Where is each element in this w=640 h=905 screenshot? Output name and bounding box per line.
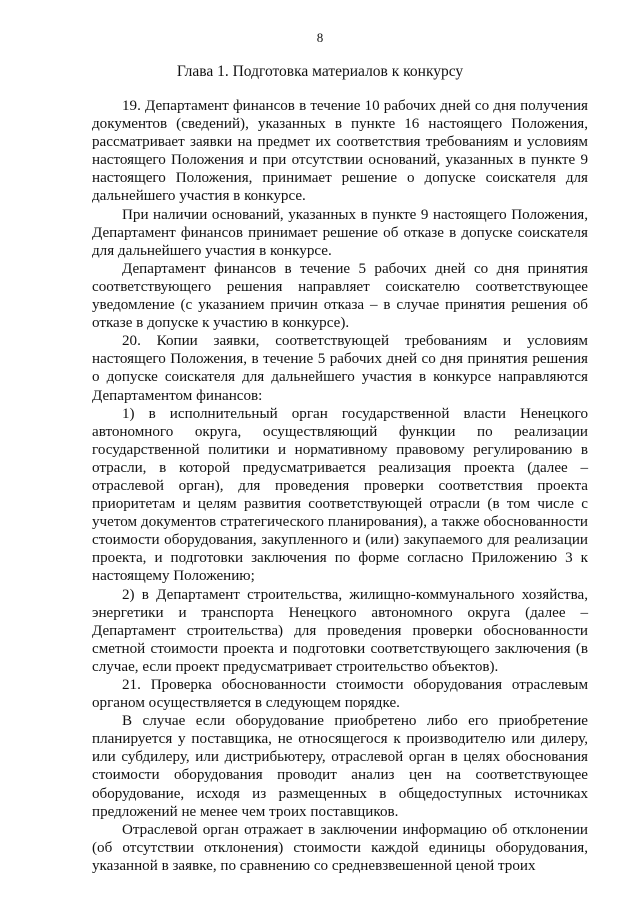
paragraph-20: 20. Копии заявки, соответствующей требованиям и условиям настоящего Положения, в течение 5 рабочих дней со дня принятия решения о допуске соискателя для дальнейшего участия в конкурсе направляются Департаментом финансов: bbox=[92, 333, 588, 404]
paragraph-21: 21. Проверка обоснованности стоимости оборудования отраслевым органом осуществляется в следующем порядке. bbox=[92, 677, 588, 712]
paragraph-20-item-2: 2) в Департамент строительства, жилищно-коммунального хозяйства, энергетики и транспорта Ненецкого автономного округа (далее – Департамент строительства) для проведения проверки обоснованности сметной стоимости проекта и подготовки соответствующего заключения (в случае, если проект предусматривает строительство объектов). bbox=[92, 586, 588, 675]
chapter-title: Глава 1. Подготовка материалов к конкурсу bbox=[176, 63, 464, 80]
paragraph-deviation-info: Отраслевой орган отражает в заключении информацию об отклонении (об отсутствии отклонения) стоимости каждой единицы оборудования, указанной в заявке, по сравнению со средневзвешенной ценой троих bbox=[92, 821, 588, 874]
paragraph-notification: Департамент финансов в течение 5 рабочих дней со дня принятия соответствующего решения направляет соискателю соответствующее уведомление (с указанием причин отказа – в случае принятия решения об отказе в допуске к участию в конкурсе). bbox=[92, 260, 588, 332]
paragraph-20-item-1: 1) в исполнительный орган государственной власти Ненецкого автономного округа, осуществляющий функции по реализации государственной политики и нормативному правовому регулированию в отрасли, в которой предусматривается реализация проекта (далее – отраслевой орган), для проведения проверки соответствия проекта приоритетам и целям развития соответствующей отрасли (в том числе с учетом документов стратегического планирования), а также обоснованности стоимости оборудования, закупленного и (или) закупаемого для реализации проекта, и подготовки заключения по форме согласно Приложению 3 к настоящему Положению; bbox=[92, 405, 588, 585]
paragraph-19: 19. Департамент финансов в течение 10 рабочих дней со дня получения документов (сведений), указанных в пункте 16 настоящего Положения, рассматривает заявки на предмет их соответствия требованиям и условиям настоящего Положения и при отсутствии оснований, указанных в пункте 9 настоящего Положения, принимает решение о допуске соискателя для дальнейшего участия в конкурсе. bbox=[92, 98, 588, 205]
paragraph-refusal-grounds: При наличии оснований, указанных в пункте 9 настоящего Положения, Департамент финансов принимает решение об отказе в допуске соискателя для дальнейшего участия в конкурсе. bbox=[92, 206, 588, 259]
paragraph-price-analysis: В случае если оборудование приобретено либо его приобретение планируется у поставщика, не относящегося к производителю или дилеру, или субдилеру, или дистрибьютеру, отраслевой орган в целях обоснования стоимости оборудования проводит анализ цен на соответствующее оборудование, исходя из размещенных в общедоступных источниках предложений не менее чем троих поставщиков. bbox=[92, 713, 588, 820]
page-number: 8 bbox=[316, 30, 324, 45]
document-body bbox=[92, 97, 588, 875]
